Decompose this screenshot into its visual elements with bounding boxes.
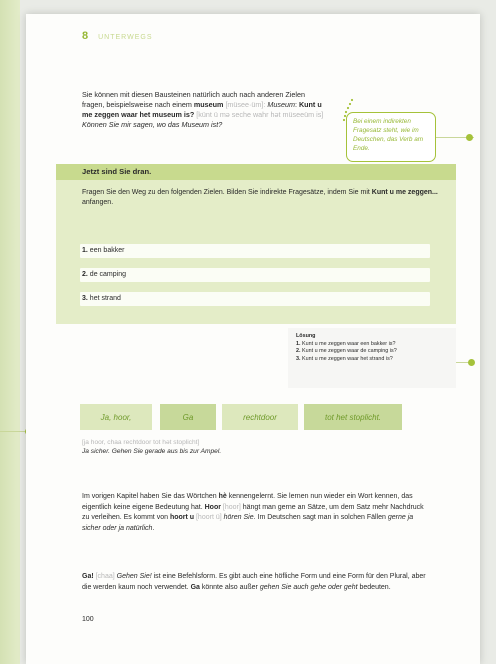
leader-line bbox=[0, 431, 28, 432]
intro-paragraph: Sie können mit diesen Bausteinen natürlich auch nach anderen Zielen fragen, beispielsweise nach einem museum [müsee·üm]: Museum: Kunt u me zeggen waar het museum is? [künt ü mə seche wahr hət müseeüm is] Können Sie mir sagen, wo das Museum ist? bbox=[82, 90, 324, 129]
grammar-note: Bei einem indirekten Fragesatz steht, wie im Deutschen, das Verb am Ende. bbox=[346, 112, 436, 162]
phrase-caption: [ja hoor, chaa rechtdoor tot hət stoplicht] Ja sicher. Gehen Sie gerade aus bis zur Ampel. bbox=[82, 439, 222, 455]
chapter-header bbox=[82, 30, 153, 42]
exercise-heading: Jetzt sind Sie dran. bbox=[56, 164, 456, 180]
answer-line-1[interactable]: 1. een bakker bbox=[80, 244, 430, 258]
page-number: 100 bbox=[82, 616, 94, 623]
callout-dot bbox=[468, 359, 475, 366]
callout-dot bbox=[466, 134, 473, 141]
paragraph-ga: Ga! [chaa] Gehen Sie! ist eine Befehlsform. Es gibt auch eine höfliche Form und eine Form für den Plural, aber die werden kaum noch verwendet. Ga könnte also außer gehen Sie auch gehe oder geht bedeuten. bbox=[82, 573, 426, 591]
chapter-number: 8 bbox=[82, 30, 89, 42]
solution-heading: Lösung bbox=[296, 333, 316, 339]
answer-line-2[interactable]: 2. de camping bbox=[80, 268, 430, 282]
paragraph-hoor: Im vorigen Kapitel haben Sie das Wörtchen hè kennengelernt. Sie lernen nun wieder ein Wort kennen, das eigentlich keine eigene Bedeutung hat. Hoor [hoor] hängt man gerne an Sätze, um dem Satz mehr Nachdruck zu verleihen. Es kommt von hoort u [hoort ü] hören Sie. Im Deutschen sagt man in solchen Fällen gerne ja sicher oder ja natürlich. bbox=[82, 493, 424, 532]
answer-line-3[interactable]: 3. het strand bbox=[80, 292, 430, 306]
exercise-instruction: Fragen Sie den Weg zu den folgenden Zielen. Bilden Sie indirekte Fragesätze, indem Sie mit Kunt u me zeggen... anfangen. bbox=[82, 189, 438, 206]
solution-box: Lösung 1. Kunt u me zeggen waar een bakker is? 2. Kunt u me zeggen waar de camping is? 3. Kunt u me zeggen waar het strand is? bbox=[288, 328, 456, 388]
chapter-title: UNTERWEGS bbox=[98, 34, 153, 41]
exercise-box bbox=[56, 164, 456, 324]
book-page bbox=[26, 14, 480, 664]
phrase-tile: tot het stoplicht. bbox=[304, 404, 402, 430]
phrase-tile: rechtdoor bbox=[222, 404, 298, 430]
phrase-tiles bbox=[80, 404, 402, 430]
phrase-tile: Ja, hoor, bbox=[80, 404, 152, 430]
phrase-tile: Ga bbox=[160, 404, 216, 430]
green-side-strip bbox=[0, 0, 20, 664]
